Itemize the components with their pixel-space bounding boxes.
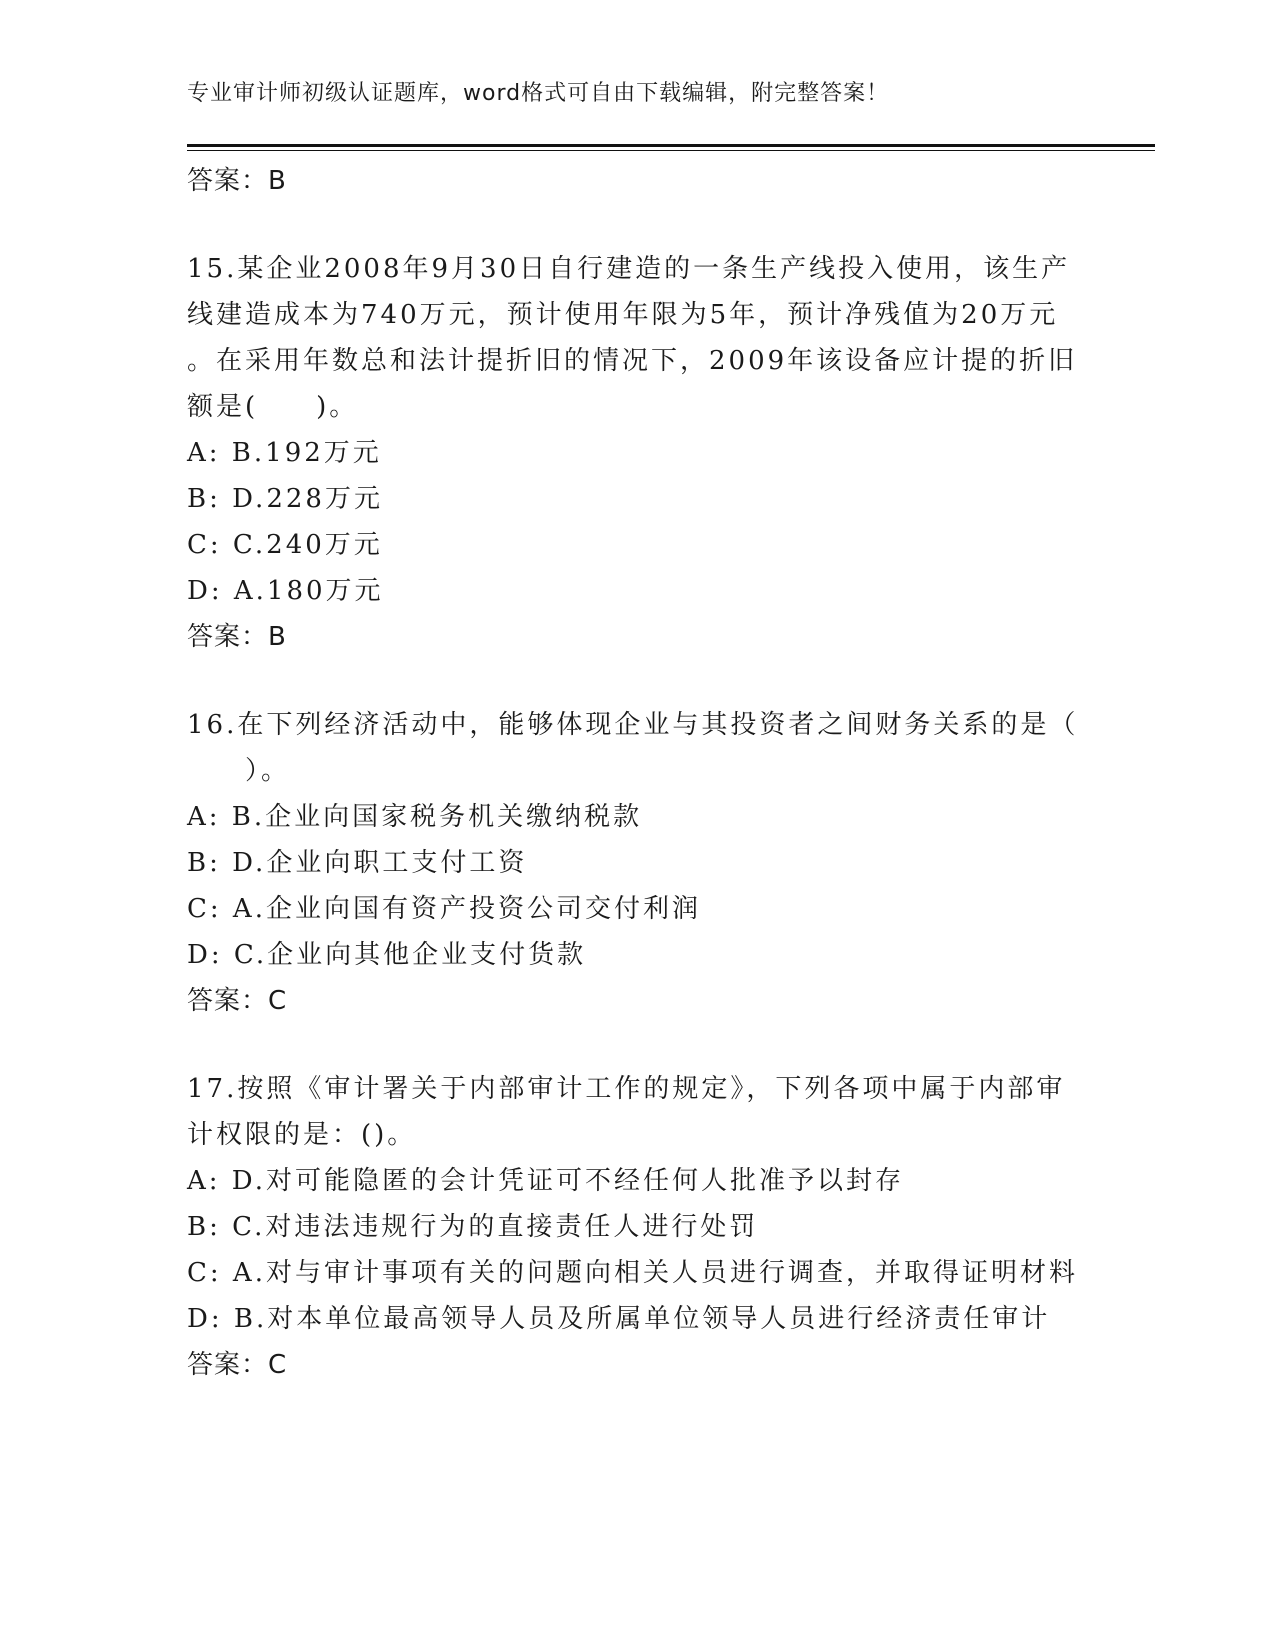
option-a: A: D.对可能隐匿的会计凭证可不经任何人批准予以封存 [187, 1166, 904, 1196]
option-c: C: A.企业向国有资产投资公司交付利润 [187, 894, 701, 924]
option-a: A: B.企业向国家税务机关缴纳税款 [187, 802, 643, 832]
option-d: D: A.180万元 [187, 576, 384, 606]
header-rule-thin [187, 150, 1155, 151]
option-c: C: A.对与审计事项有关的问题向相关人员进行调查，并取得证明材料 [187, 1258, 1078, 1288]
question-text-line: 线建造成本为740万元，预计使用年限为5年，预计净残值为20万元 [187, 300, 1059, 330]
option-b: B: C.对违法违规行为的直接责任人进行处罚 [187, 1212, 759, 1242]
answer-label: 答案：B [187, 166, 287, 196]
question-block [187, 702, 1087, 1024]
option-b: B: D.228万元 [187, 484, 383, 514]
option-a: A: B.192万元 [187, 438, 382, 468]
question-text-line: ）。 [187, 756, 291, 786]
answer-label: 答案：B [187, 622, 287, 652]
answer-label: 答案：C [187, 1350, 288, 1380]
question-block [187, 1066, 1087, 1388]
option-c: C: C.240万元 [187, 530, 383, 560]
question-text-line: 额是( )。 [187, 392, 359, 422]
document-body [187, 158, 1087, 1388]
option-d: D: C.企业向其他企业支付货款 [187, 940, 587, 970]
question-block [187, 246, 1087, 660]
question-text-line: 计权限的是：()。 [187, 1120, 417, 1150]
question-text-line: 16.在下列经济活动中，能够体现企业与其投资者之间财务关系的是（ [187, 710, 1079, 740]
question-text-line: 。在采用年数总和法计提折旧的情况下，2009年该设备应计提的折旧 [187, 346, 1078, 376]
question-text-line: 15.某企业2008年9月30日自行建造的一条生产线投入使用，该生产 [187, 254, 1071, 284]
question-text-line: 17.按照《审计署关于内部审计工作的规定》，下列各项中属于内部审 [187, 1074, 1066, 1104]
answer-label: 答案：C [187, 986, 288, 1016]
page-header: 专业审计师初级认证题库，word格式可自由下载编辑，附完整答案！ [187, 81, 890, 106]
header-rule-thick [187, 144, 1155, 147]
option-d: D: B.对本单位最高领导人员及所属单位领导人员进行经济责任审计 [187, 1304, 1051, 1334]
option-b: B: D.企业向职工支付工资 [187, 848, 528, 878]
